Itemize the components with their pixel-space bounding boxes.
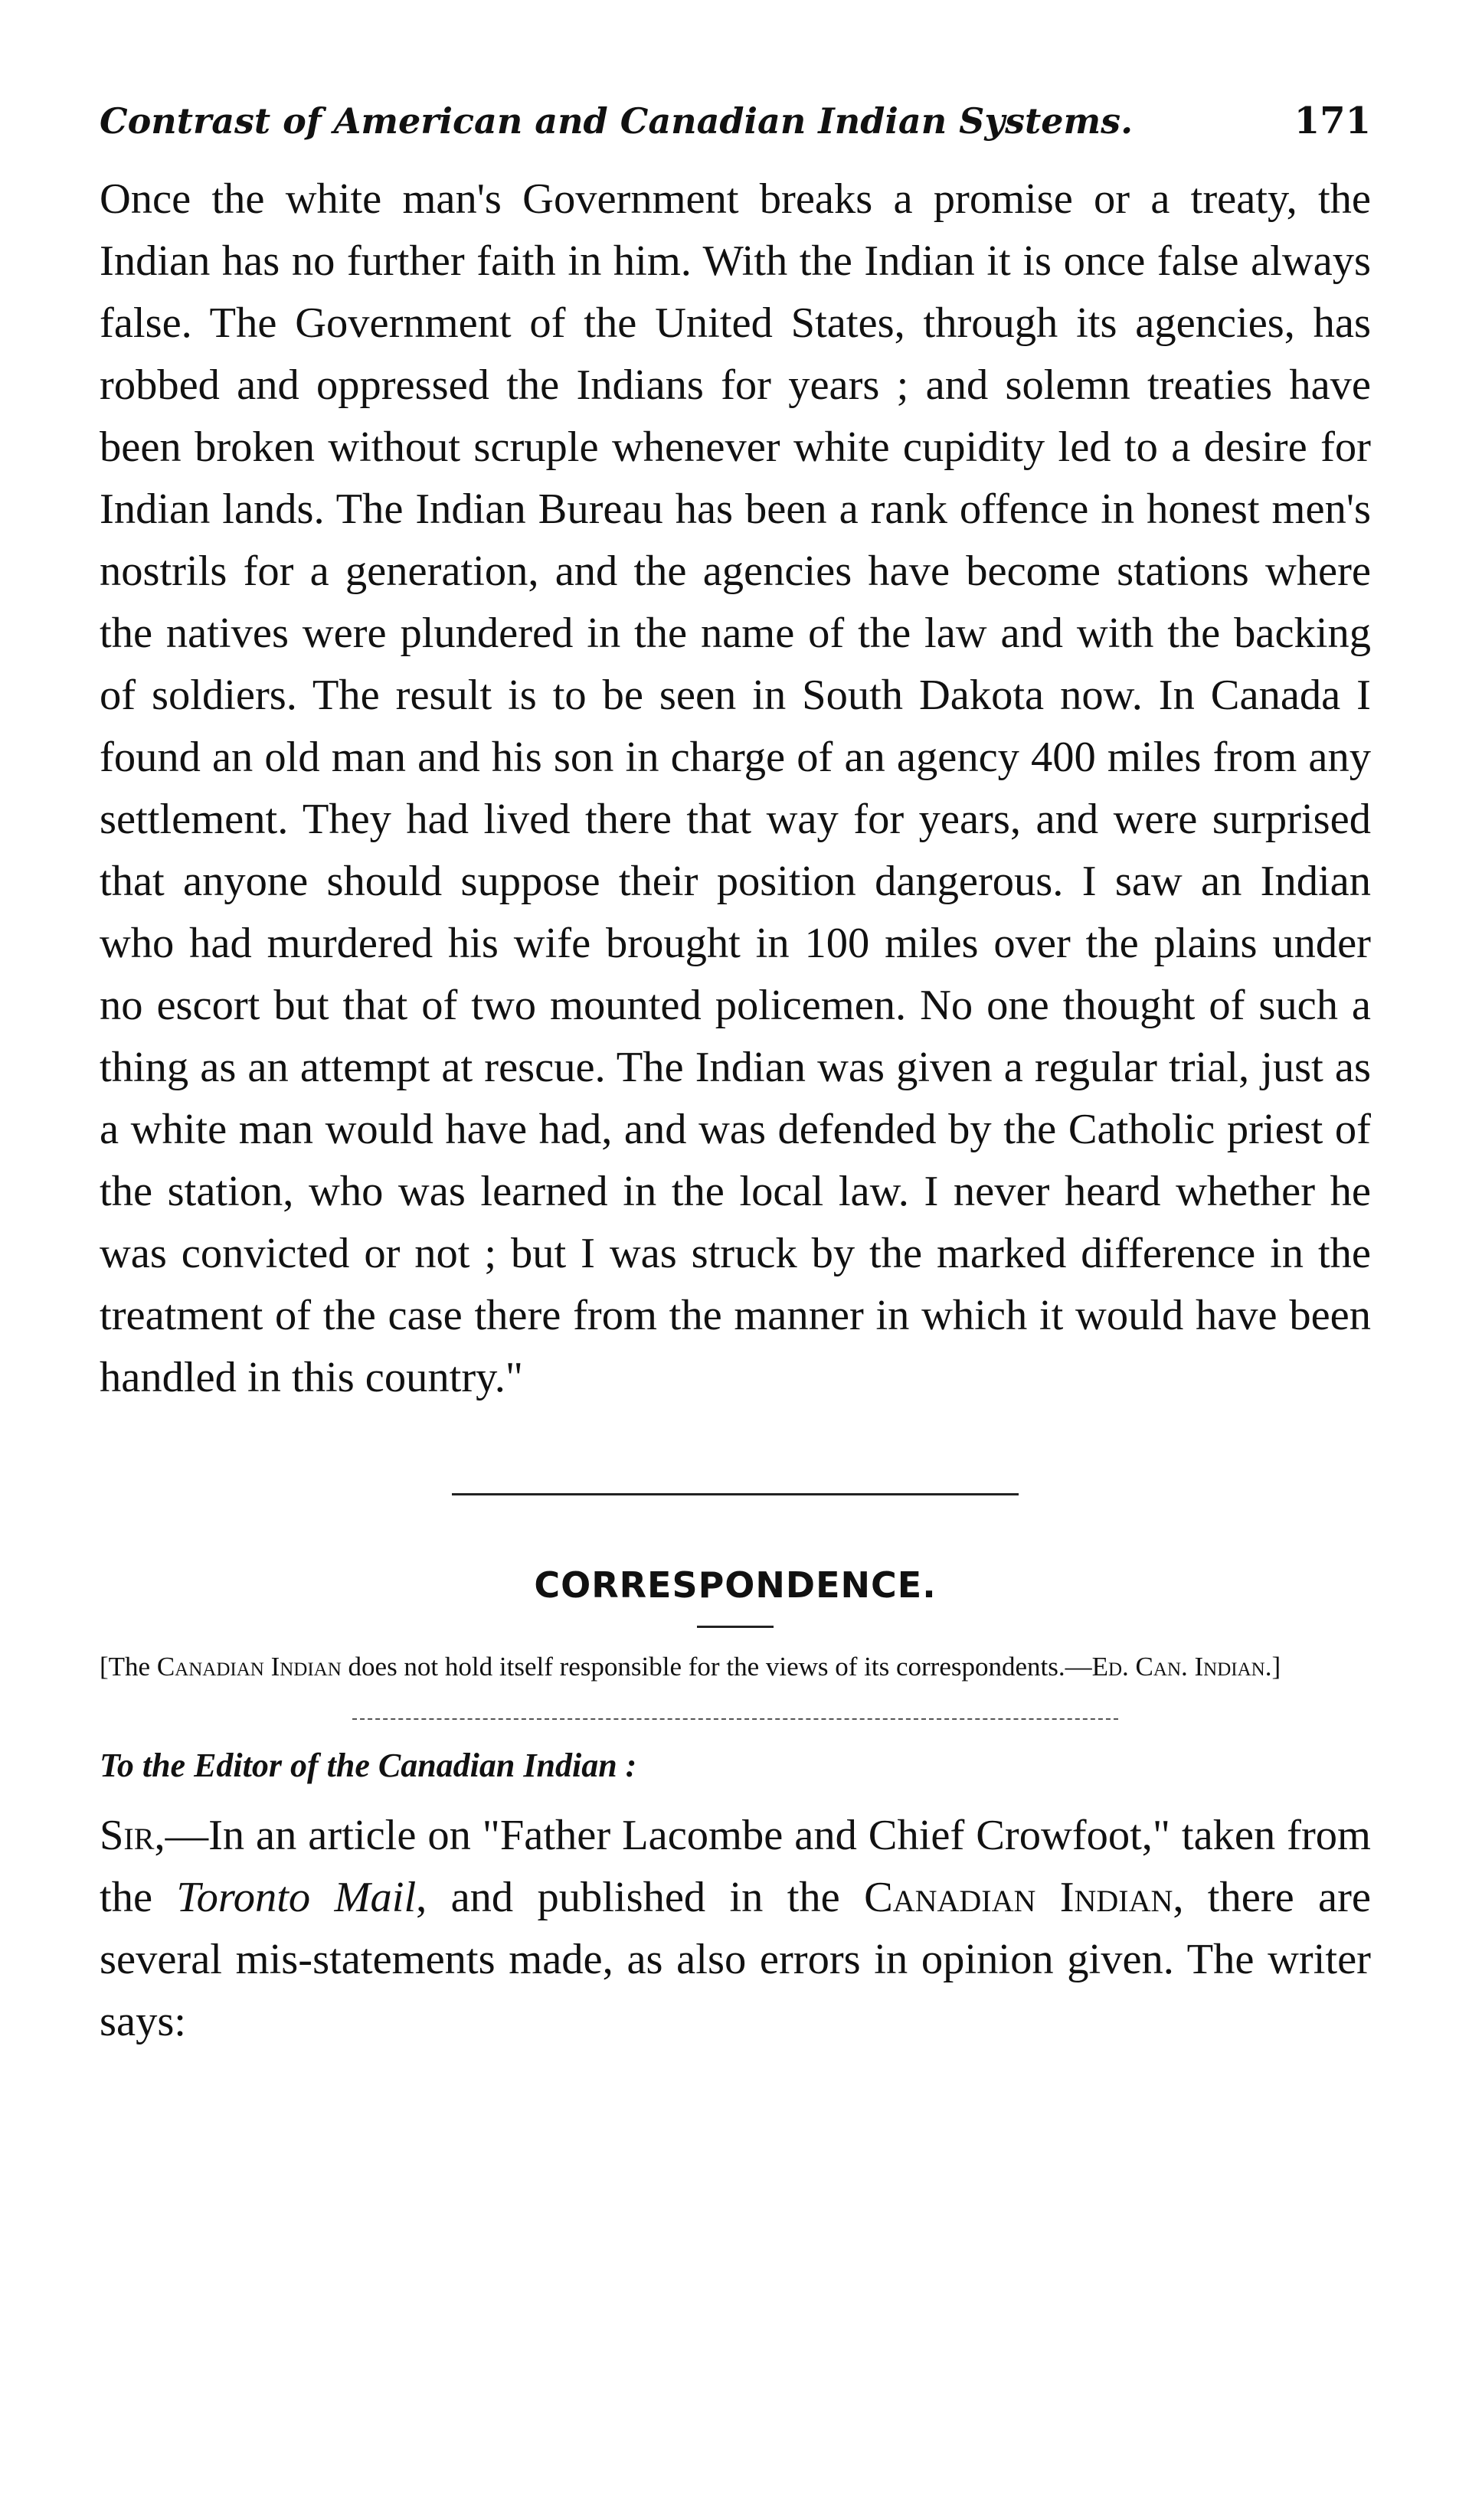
letter-text-2: , and published in the [416, 1874, 865, 1921]
letter-body [100, 1805, 1371, 2053]
note-divider [352, 1718, 1118, 1720]
page-number: 171 [1294, 100, 1371, 142]
letter-salutation: To the Editor of the Canadian Indian : [100, 1747, 637, 1784]
note-text: does not hold itself responsible for the views of its correspondents.— [341, 1652, 1092, 1682]
section-heading: CORRESPONDENCE. [534, 1564, 937, 1606]
body-paragraph: Once the white man's Government breaks a promise or a treaty, the Indian has no further faith in him. With the Indian it is once false always false. The Government of the United States, through its agencies, has robbed and oppressed the Indians for years ; and solemn treaties have been broken without scruple whenever white cupidity led to a desire for Indian lands. The Indian Bureau has been a rank offence in honest men's nostrils for a generation, and the agencies have become stations where the natives were plundered in the name of the law and with the backing of soldiers. The result is to be seen in South Dakota now. In Canada I found an old man and his son in charge of an agency 400 miles from any settlement. They had lived there that way for years, and were surprised that anyone should suppose their position dangerous. I saw an Indian who had murdered his wife brought in 100 miles over the plains under no escort but that of two mounted policemen. No one thought of such a thing as an attempt at rescue. The Indian was given a regular trial, just as a white man would have had, and was defended by the Catholic priest of the station, who was learned in the local law. I never heard whether he was convicted or not ; but I was struck by the marked difference in the treatment of the case there from the manner in which it would have been handled in this country." [100, 175, 1371, 1401]
body-text [100, 168, 1371, 1409]
letter-text-1: ,—In an article on "Father Lacombe and Chief Crowfoot," taken from the [100, 1812, 1371, 1921]
running-title: Contrast of American and Canadian Indian Systems. [100, 100, 1134, 142]
heading-underline [697, 1626, 774, 1628]
letter-paragraph [100, 1805, 1371, 2053]
letter-text-3: , there are several mis-statements made, as also errors in opinion given. The writer says: [100, 1874, 1371, 2045]
note-signature: Ed. Can. Indian [1091, 1652, 1265, 1682]
letter-opening-word: Sir [100, 1812, 155, 1859]
note-open: [The [100, 1652, 157, 1682]
section-divider [452, 1493, 1019, 1495]
running-header [100, 100, 1371, 161]
note-close: .] [1264, 1652, 1281, 1682]
publication-name: Canadian Indian [864, 1874, 1173, 1921]
note-publication: Canadian Indian [156, 1652, 342, 1682]
editorial-note [100, 1645, 1371, 1689]
newspaper-title: Toronto Mail [176, 1874, 417, 1921]
book-page [100, 100, 1371, 2053]
